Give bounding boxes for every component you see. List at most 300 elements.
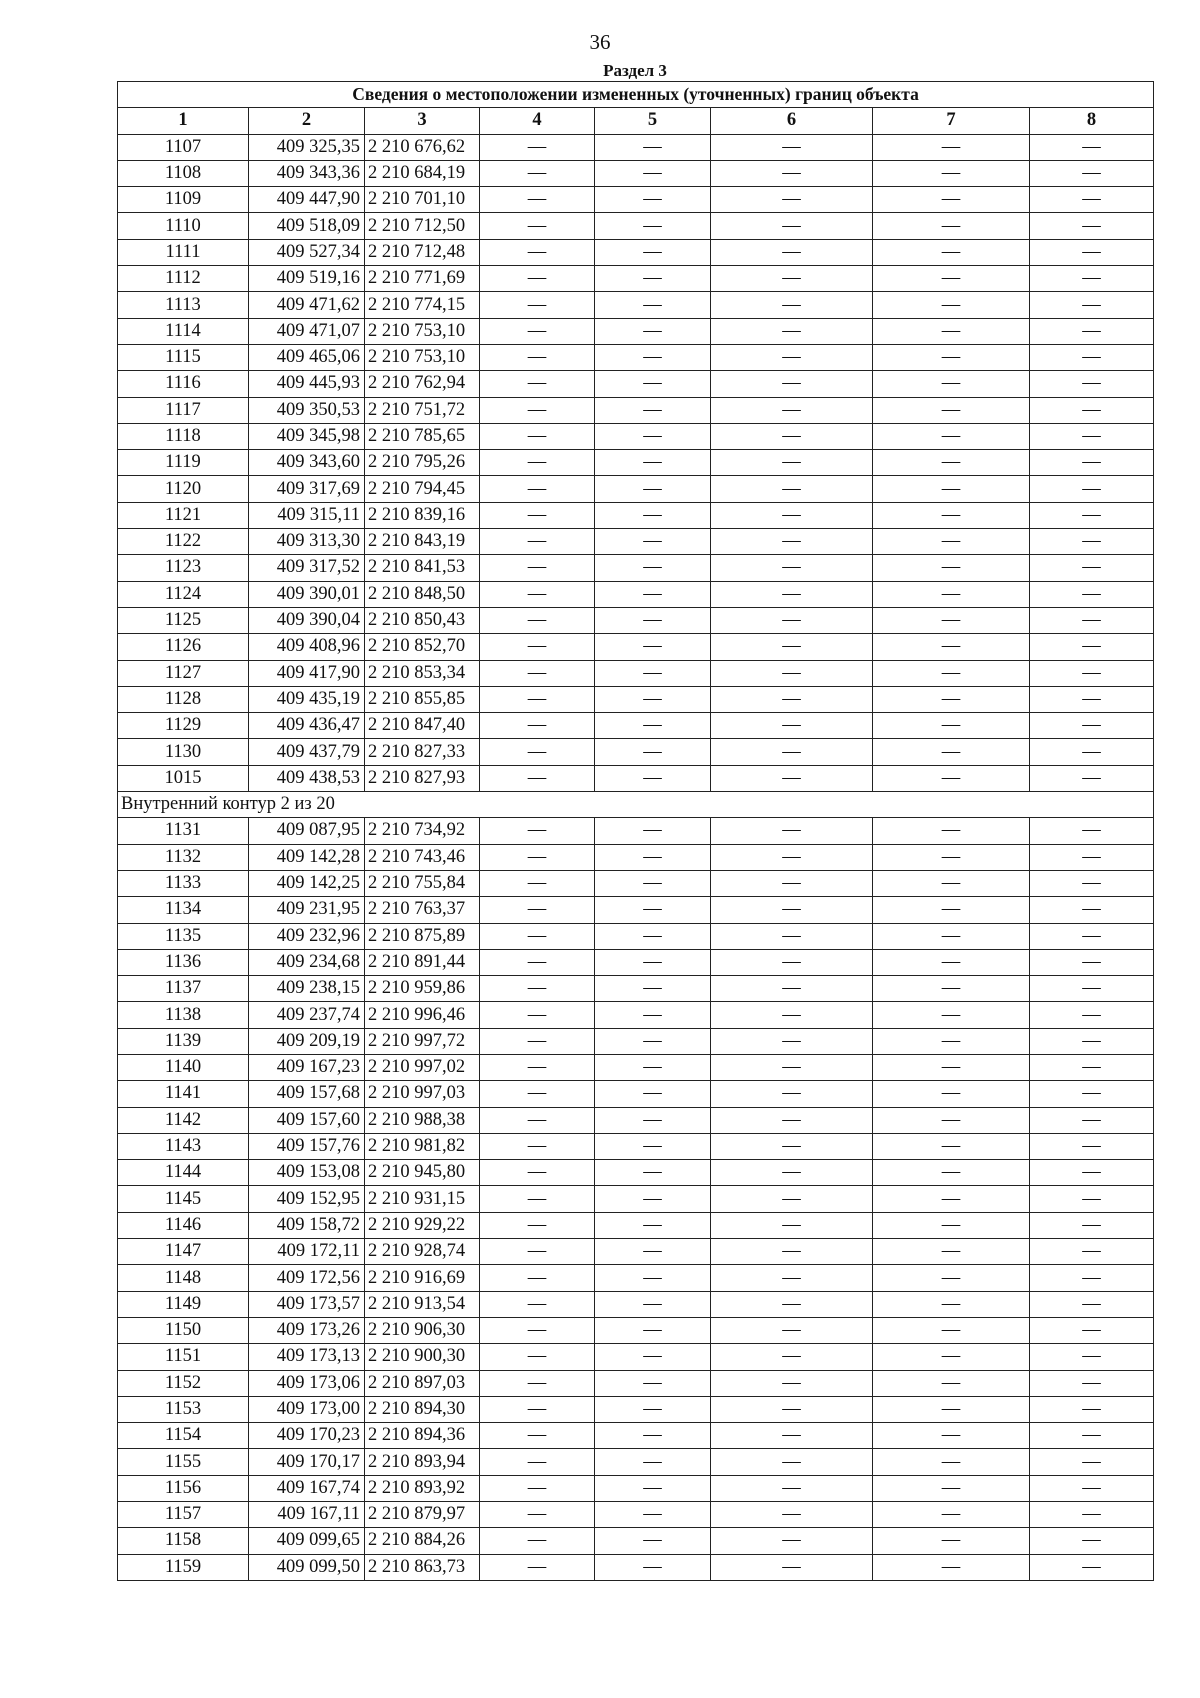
col8-cell: —: [1030, 686, 1154, 712]
y-coordinate-cell: 2 210 843,19: [365, 529, 480, 555]
point-number-cell: 1116: [118, 371, 249, 397]
point-number-cell: 1115: [118, 344, 249, 370]
column-header-7: 7: [873, 108, 1030, 134]
col4-cell: —: [480, 371, 595, 397]
point-number-cell: 1148: [118, 1265, 249, 1291]
boundary-coordinates-table: [117, 81, 1154, 1581]
x-coordinate-cell: 409 172,56: [249, 1265, 365, 1291]
col6-cell: —: [711, 634, 873, 660]
col7-cell: —: [873, 1423, 1030, 1449]
col6-cell: —: [711, 686, 873, 712]
col6-cell: —: [711, 239, 873, 265]
y-coordinate-cell: 2 210 863,73: [365, 1554, 480, 1580]
table-row: [118, 1081, 1154, 1107]
col6-cell: —: [711, 870, 873, 896]
x-coordinate-cell: 409 157,68: [249, 1081, 365, 1107]
col6-cell: —: [711, 476, 873, 502]
col7-cell: —: [873, 949, 1030, 975]
point-number-cell: 1141: [118, 1081, 249, 1107]
x-coordinate-cell: 409 099,50: [249, 1554, 365, 1580]
table-row: [118, 1133, 1154, 1159]
col7-cell: —: [873, 1449, 1030, 1475]
y-coordinate-cell: 2 210 763,37: [365, 897, 480, 923]
col4-cell: —: [480, 949, 595, 975]
col7-cell: —: [873, 1239, 1030, 1265]
col4-cell: —: [480, 1186, 595, 1212]
col8-cell: —: [1030, 1107, 1154, 1133]
col5-cell: —: [595, 1054, 711, 1080]
col4-cell: —: [480, 1107, 595, 1133]
table-row: [118, 318, 1154, 344]
col7-cell: —: [873, 1028, 1030, 1054]
x-coordinate-cell: 409 173,26: [249, 1317, 365, 1343]
col7-cell: —: [873, 239, 1030, 265]
x-coordinate-cell: 409 471,62: [249, 292, 365, 318]
point-number-cell: 1114: [118, 318, 249, 344]
table-caption: Сведения о местоположении измененных (уточненных) границ объекта: [118, 82, 1154, 108]
point-number-cell: 1123: [118, 555, 249, 581]
x-coordinate-cell: 409 325,35: [249, 134, 365, 160]
col8-cell: —: [1030, 1186, 1154, 1212]
point-number-cell: 1134: [118, 897, 249, 923]
col7-cell: —: [873, 292, 1030, 318]
col8-cell: —: [1030, 976, 1154, 1002]
col8-cell: —: [1030, 765, 1154, 791]
col8-cell: —: [1030, 1291, 1154, 1317]
y-coordinate-cell: 2 210 913,54: [365, 1291, 480, 1317]
table-row: [118, 713, 1154, 739]
table-row: [118, 1160, 1154, 1186]
y-coordinate-cell: 2 210 893,94: [365, 1449, 480, 1475]
point-number-cell: 1140: [118, 1054, 249, 1080]
x-coordinate-cell: 409 465,06: [249, 344, 365, 370]
col4-cell: —: [480, 292, 595, 318]
table-row: [118, 529, 1154, 555]
col8-cell: —: [1030, 660, 1154, 686]
col5-cell: —: [595, 450, 711, 476]
col5-cell: —: [595, 1160, 711, 1186]
col7-cell: —: [873, 870, 1030, 896]
table-row: [118, 397, 1154, 423]
col8-cell: —: [1030, 213, 1154, 239]
col6-cell: —: [711, 344, 873, 370]
column-header-2: 2: [249, 108, 365, 134]
table-body: [118, 134, 1154, 1580]
y-coordinate-cell: 2 210 774,15: [365, 292, 480, 318]
point-number-cell: 1121: [118, 502, 249, 528]
col7-cell: —: [873, 213, 1030, 239]
x-coordinate-cell: 409 167,74: [249, 1475, 365, 1501]
col6-cell: —: [711, 923, 873, 949]
col6-cell: —: [711, 450, 873, 476]
table-row: [118, 686, 1154, 712]
col7-cell: —: [873, 555, 1030, 581]
col6-cell: —: [711, 1291, 873, 1317]
col8-cell: —: [1030, 1475, 1154, 1501]
y-coordinate-cell: 2 210 997,02: [365, 1054, 480, 1080]
y-coordinate-cell: 2 210 676,62: [365, 134, 480, 160]
col6-cell: —: [711, 1265, 873, 1291]
table-caption-row: [118, 82, 1154, 108]
col8-cell: —: [1030, 266, 1154, 292]
y-coordinate-cell: 2 210 891,44: [365, 949, 480, 975]
col4-cell: —: [480, 1317, 595, 1343]
table-row: [118, 423, 1154, 449]
x-coordinate-cell: 409 350,53: [249, 397, 365, 423]
table-row: [118, 1054, 1154, 1080]
x-coordinate-cell: 409 390,04: [249, 607, 365, 633]
table-row: [118, 371, 1154, 397]
col5-cell: —: [595, 1002, 711, 1028]
x-coordinate-cell: 409 390,01: [249, 581, 365, 607]
table-row: [118, 844, 1154, 870]
col7-cell: —: [873, 844, 1030, 870]
col4-cell: —: [480, 1265, 595, 1291]
col4-cell: —: [480, 1028, 595, 1054]
col7-cell: —: [873, 1160, 1030, 1186]
col6-cell: —: [711, 1449, 873, 1475]
col7-cell: —: [873, 1186, 1030, 1212]
table-row: [118, 160, 1154, 186]
col4-cell: —: [480, 1160, 595, 1186]
col7-cell: —: [873, 397, 1030, 423]
x-coordinate-cell: 409 231,95: [249, 897, 365, 923]
y-coordinate-cell: 2 210 753,10: [365, 344, 480, 370]
col8-cell: —: [1030, 1449, 1154, 1475]
x-coordinate-cell: 409 343,36: [249, 160, 365, 186]
col5-cell: —: [595, 634, 711, 660]
table-row: [118, 187, 1154, 213]
col4-cell: —: [480, 529, 595, 555]
col5-cell: —: [595, 739, 711, 765]
col6-cell: —: [711, 502, 873, 528]
y-coordinate-cell: 2 210 827,93: [365, 765, 480, 791]
x-coordinate-cell: 409 173,57: [249, 1291, 365, 1317]
col8-cell: —: [1030, 1081, 1154, 1107]
table-row: [118, 555, 1154, 581]
y-coordinate-cell: 2 210 996,46: [365, 1002, 480, 1028]
table-row: [118, 607, 1154, 633]
y-coordinate-cell: 2 210 771,69: [365, 266, 480, 292]
col4-cell: —: [480, 1528, 595, 1554]
col8-cell: —: [1030, 318, 1154, 344]
col4-cell: —: [480, 134, 595, 160]
col4-cell: —: [480, 660, 595, 686]
col4-cell: —: [480, 976, 595, 1002]
col8-cell: —: [1030, 870, 1154, 896]
point-number-cell: 1131: [118, 818, 249, 844]
col8-cell: —: [1030, 897, 1154, 923]
col4-cell: —: [480, 870, 595, 896]
col4-cell: —: [480, 1370, 595, 1396]
col4-cell: —: [480, 1475, 595, 1501]
table-row: [118, 239, 1154, 265]
col5-cell: —: [595, 423, 711, 449]
col5-cell: —: [595, 1344, 711, 1370]
col8-cell: —: [1030, 555, 1154, 581]
table-row: [118, 1107, 1154, 1133]
col7-cell: —: [873, 1344, 1030, 1370]
col6-cell: —: [711, 1475, 873, 1501]
col7-cell: —: [873, 502, 1030, 528]
point-number-cell: 1147: [118, 1239, 249, 1265]
col6-cell: —: [711, 897, 873, 923]
col8-cell: —: [1030, 160, 1154, 186]
col8-cell: —: [1030, 1370, 1154, 1396]
y-coordinate-cell: 2 210 751,72: [365, 397, 480, 423]
col7-cell: —: [873, 1212, 1030, 1238]
x-coordinate-cell: 409 142,25: [249, 870, 365, 896]
col5-cell: —: [595, 844, 711, 870]
table-row: [118, 213, 1154, 239]
x-coordinate-cell: 409 153,08: [249, 1160, 365, 1186]
point-number-cell: 1154: [118, 1423, 249, 1449]
column-header-3: 3: [365, 108, 480, 134]
col5-cell: —: [595, 1475, 711, 1501]
col8-cell: —: [1030, 739, 1154, 765]
col5-cell: —: [595, 397, 711, 423]
y-coordinate-cell: 2 210 850,43: [365, 607, 480, 633]
x-coordinate-cell: 409 173,00: [249, 1396, 365, 1422]
col4-cell: —: [480, 765, 595, 791]
y-coordinate-cell: 2 210 981,82: [365, 1133, 480, 1159]
col8-cell: —: [1030, 1133, 1154, 1159]
col4-cell: —: [480, 581, 595, 607]
col6-cell: —: [711, 555, 873, 581]
col5-cell: —: [595, 1370, 711, 1396]
y-coordinate-cell: 2 210 931,15: [365, 1186, 480, 1212]
col8-cell: —: [1030, 713, 1154, 739]
x-coordinate-cell: 409 518,09: [249, 213, 365, 239]
col4-cell: —: [480, 1554, 595, 1580]
col4-cell: —: [480, 818, 595, 844]
col7-cell: —: [873, 607, 1030, 633]
table-row: [118, 739, 1154, 765]
point-number-cell: 1155: [118, 1449, 249, 1475]
col6-cell: —: [711, 423, 873, 449]
col4-cell: —: [480, 607, 595, 633]
col8-cell: —: [1030, 292, 1154, 318]
y-coordinate-cell: 2 210 794,45: [365, 476, 480, 502]
y-coordinate-cell: 2 210 755,84: [365, 870, 480, 896]
point-number-cell: 1132: [118, 844, 249, 870]
x-coordinate-cell: 409 471,07: [249, 318, 365, 344]
col5-cell: —: [595, 976, 711, 1002]
col7-cell: —: [873, 1291, 1030, 1317]
x-coordinate-cell: 409 142,28: [249, 844, 365, 870]
table-row: [118, 1291, 1154, 1317]
point-number-cell: 1129: [118, 713, 249, 739]
col4-cell: —: [480, 1133, 595, 1159]
col8-cell: —: [1030, 239, 1154, 265]
x-coordinate-cell: 409 435,19: [249, 686, 365, 712]
col4-cell: —: [480, 555, 595, 581]
table-row: [118, 581, 1154, 607]
point-number-cell: 1107: [118, 134, 249, 160]
col5-cell: —: [595, 923, 711, 949]
y-coordinate-cell: 2 210 893,92: [365, 1475, 480, 1501]
col6-cell: —: [711, 1370, 873, 1396]
col5-cell: —: [595, 1028, 711, 1054]
col6-cell: —: [711, 292, 873, 318]
col7-cell: —: [873, 1054, 1030, 1080]
col4-cell: —: [480, 450, 595, 476]
col7-cell: —: [873, 1265, 1030, 1291]
col6-cell: —: [711, 818, 873, 844]
column-header-5: 5: [595, 108, 711, 134]
point-number-cell: 1118: [118, 423, 249, 449]
col8-cell: —: [1030, 1528, 1154, 1554]
col6-cell: —: [711, 1186, 873, 1212]
col8-cell: —: [1030, 450, 1154, 476]
col6-cell: —: [711, 949, 873, 975]
col6-cell: —: [711, 713, 873, 739]
point-number-cell: 1149: [118, 1291, 249, 1317]
col6-cell: —: [711, 1081, 873, 1107]
point-number-cell: 1146: [118, 1212, 249, 1238]
col4-cell: —: [480, 266, 595, 292]
col7-cell: —: [873, 1081, 1030, 1107]
table-row: [118, 1239, 1154, 1265]
col7-cell: —: [873, 818, 1030, 844]
x-coordinate-cell: 409 438,53: [249, 765, 365, 791]
x-coordinate-cell: 409 408,96: [249, 634, 365, 660]
col7-cell: —: [873, 423, 1030, 449]
col4-cell: —: [480, 476, 595, 502]
col7-cell: —: [873, 134, 1030, 160]
col8-cell: —: [1030, 529, 1154, 555]
col7-cell: —: [873, 1002, 1030, 1028]
col6-cell: —: [711, 529, 873, 555]
y-coordinate-cell: 2 210 852,70: [365, 634, 480, 660]
col4-cell: —: [480, 160, 595, 186]
col6-cell: —: [711, 160, 873, 186]
table-row: [118, 870, 1154, 896]
x-coordinate-cell: 409 157,60: [249, 1107, 365, 1133]
x-coordinate-cell: 409 447,90: [249, 187, 365, 213]
col8-cell: —: [1030, 1554, 1154, 1580]
col5-cell: —: [595, 1396, 711, 1422]
col5-cell: —: [595, 870, 711, 896]
y-coordinate-cell: 2 210 839,16: [365, 502, 480, 528]
col5-cell: —: [595, 1265, 711, 1291]
col6-cell: —: [711, 1344, 873, 1370]
col8-cell: —: [1030, 607, 1154, 633]
table-row: [118, 1212, 1154, 1238]
col6-cell: —: [711, 607, 873, 633]
table-row: [118, 266, 1154, 292]
table-row: [118, 450, 1154, 476]
col6-cell: —: [711, 1396, 873, 1422]
table-row: [118, 134, 1154, 160]
col8-cell: —: [1030, 1212, 1154, 1238]
point-number-cell: 1136: [118, 949, 249, 975]
y-coordinate-cell: 2 210 945,80: [365, 1160, 480, 1186]
y-coordinate-cell: 2 210 894,36: [365, 1423, 480, 1449]
col4-cell: —: [480, 844, 595, 870]
x-coordinate-cell: 409 345,98: [249, 423, 365, 449]
col4-cell: —: [480, 686, 595, 712]
col8-cell: —: [1030, 1002, 1154, 1028]
col4-cell: —: [480, 1212, 595, 1238]
col5-cell: —: [595, 897, 711, 923]
col6-cell: —: [711, 1317, 873, 1343]
y-coordinate-cell: 2 210 875,89: [365, 923, 480, 949]
col4-cell: —: [480, 423, 595, 449]
col7-cell: —: [873, 1396, 1030, 1422]
col8-cell: —: [1030, 1344, 1154, 1370]
column-header-8: 8: [1030, 108, 1154, 134]
x-coordinate-cell: 409 527,34: [249, 239, 365, 265]
col4-cell: —: [480, 923, 595, 949]
y-coordinate-cell: 2 210 988,38: [365, 1107, 480, 1133]
y-coordinate-cell: 2 210 785,65: [365, 423, 480, 449]
x-coordinate-cell: 409 343,60: [249, 450, 365, 476]
y-coordinate-cell: 2 210 701,10: [365, 187, 480, 213]
point-number-cell: 1135: [118, 923, 249, 949]
x-coordinate-cell: 409 157,76: [249, 1133, 365, 1159]
col7-cell: —: [873, 686, 1030, 712]
point-number-cell: 1137: [118, 976, 249, 1002]
col8-cell: —: [1030, 818, 1154, 844]
table-row: [118, 1449, 1154, 1475]
col5-cell: —: [595, 1186, 711, 1212]
table-row: [118, 1554, 1154, 1580]
y-coordinate-cell: 2 210 734,92: [365, 818, 480, 844]
col7-cell: —: [873, 634, 1030, 660]
table-row: [118, 502, 1154, 528]
point-number-cell: 1126: [118, 634, 249, 660]
col6-cell: —: [711, 1423, 873, 1449]
col6-cell: —: [711, 1107, 873, 1133]
col6-cell: —: [711, 1133, 873, 1159]
col5-cell: —: [595, 818, 711, 844]
col5-cell: —: [595, 555, 711, 581]
y-coordinate-cell: 2 210 884,26: [365, 1528, 480, 1554]
point-number-cell: 1111: [118, 239, 249, 265]
y-coordinate-cell: 2 210 848,50: [365, 581, 480, 607]
col6-cell: —: [711, 1002, 873, 1028]
col4-cell: —: [480, 897, 595, 923]
point-number-cell: 1015: [118, 765, 249, 791]
column-header-1: 1: [118, 108, 249, 134]
col5-cell: —: [595, 1133, 711, 1159]
col7-cell: —: [873, 765, 1030, 791]
col6-cell: —: [711, 1054, 873, 1080]
point-number-cell: 1110: [118, 213, 249, 239]
col7-cell: —: [873, 660, 1030, 686]
col6-cell: —: [711, 581, 873, 607]
col5-cell: —: [595, 581, 711, 607]
y-coordinate-cell: 2 210 906,30: [365, 1317, 480, 1343]
table-row: [118, 1370, 1154, 1396]
point-number-cell: 1120: [118, 476, 249, 502]
col8-cell: —: [1030, 344, 1154, 370]
y-coordinate-cell: 2 210 684,19: [365, 160, 480, 186]
col4-cell: —: [480, 502, 595, 528]
col8-cell: —: [1030, 1028, 1154, 1054]
table-row: [118, 1317, 1154, 1343]
col8-cell: —: [1030, 1423, 1154, 1449]
col7-cell: —: [873, 529, 1030, 555]
x-coordinate-cell: 409 417,90: [249, 660, 365, 686]
col8-cell: —: [1030, 949, 1154, 975]
col6-cell: —: [711, 844, 873, 870]
col6-cell: —: [711, 1554, 873, 1580]
col8-cell: —: [1030, 423, 1154, 449]
point-number-cell: 1125: [118, 607, 249, 633]
x-coordinate-cell: 409 519,16: [249, 266, 365, 292]
